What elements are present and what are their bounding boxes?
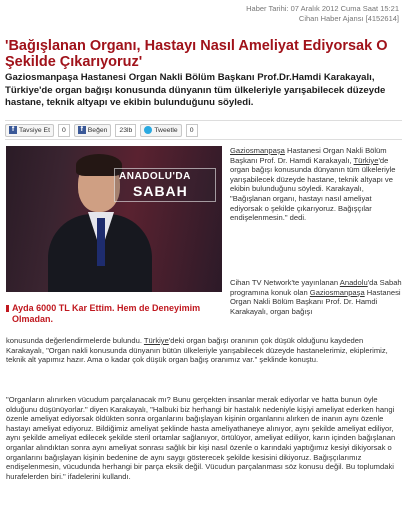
tweet-count: 0 [186,124,198,137]
tv-logo-line2: SABAH [133,183,188,199]
article-photo[interactable] [6,146,222,292]
article-lead [230,278,402,316]
news-source [246,14,399,24]
news-id: [4152614] [365,14,399,23]
tavsiye-count: 0 [58,124,70,137]
tweet-label: Tweetle [154,126,178,134]
p1-text-b: 'deki organ bağışı oranının çok düşük olduğunu kaydeden Karakayalı, "Organ nakli konusunda dünyanın bütün ülkeleriyle yarışabilecek düzeyde hastanelerimiz, ekiplerimiz, teknik alt yapımız hazır. Ama o kadar çok düşük organ bağış oranımız var." şeklinde konuştu. [6,336,388,365]
link-gaziosmanpasa-2[interactable]: Gaziosmanpaşa [309,287,365,297]
news-agency: Cihan Haber Ajansı [298,14,364,23]
lead-text-b: 'da Sabah programına konuk olan [230,278,402,297]
lead-text-c: Hastanesi Organ Nakli Bölüm Başkanı Prof. Dr. Hamdi Karakayalı, organ bağışı [230,287,401,316]
ad-caption-line2: Olmadan. [12,314,54,324]
begen-label: Beğen [87,126,108,134]
twitter-icon [144,126,152,134]
lead-text-a: Cihan TV Network'te yayınlanan [230,278,340,287]
ad-caption-link[interactable] [6,303,218,325]
begen-count: 23lb [115,124,136,137]
news-meta [246,4,399,24]
tv-logo-line1: ANADOLU'DA [119,171,191,182]
link-turkiye-2[interactable]: Türkiye [143,336,169,345]
headline: 'Bağışlanan Organı, Hastayı Nasıl Ameliyat Ediyorsak O Şekilde Çıkarıyoruz' [5,38,388,70]
link-gaziosmanpasa[interactable]: Gaziosmanpaşa [230,146,285,155]
photo-tie [97,218,105,266]
share-bar [5,120,402,140]
link-turkiye[interactable]: Türkiye [353,155,379,165]
tweet-button[interactable] [140,124,181,137]
news-date: Haber Tarihi: 07 Aralık 2012 Cuma Saat 15:21 [246,4,399,13]
p1-text-a: konusunda değerlendirmelerde bulundu. [6,336,144,345]
ad-caption-line1: Ayda 6000 TL Kar Ettim. Hem de Deneyimim [12,303,201,313]
facebook-icon: f [9,126,17,134]
tavsiye-label: Tavsiye Et [19,126,50,134]
summary: Gaziosmanpaşa Hastanesi Organ Nakli Bölüm Başkanı Prof.Dr.Hamdi Karakayalı, Türkiye'de organ bağışı konusunda dünyanın tüm ülkeleriyle yarışabilecek düzeyde hastane, teknik altyapı ve ekibin bulunduğunu söyledi. [5,72,386,108]
link-anadolu[interactable]: Anadolu [339,278,368,287]
tavsiye-button[interactable] [5,124,54,137]
tv-logo [114,168,216,202]
article-paragraph-2: "Organların alınırken vücudum parçalanacak mı? Bunu gerçekten insanlar merak ediyorlar ve hatta bunun öyle olduğunu düşünüyorlar." diyen Karakayalı, "Halbuki biz herhangi bir hastalık nedeniyle kişiyi ameliyat ederken hangi özenle ameliyat ediyorsak öldükten sonra organlarını bağışlayan kişinin organlarını alırken de inanın aynı özenle hastayı ameliyat ediyoruz. Bildiğimiz ameliyat şeklinde hasta ameliyathaneye alınıyor, aynı şekilde ameliyat ediliyor, aynı şekilde ameliyat edilecek şekilde steril ortamlar sağlanıyor, örtülüyor, ameliyat ediliyor, karın içinden bağışlanan organlar alındıktan sonra aynı ameliyat sonrası sağlık bir kişi nasıl özenle o karındaki yaptığımız kesiyi dikiyorsak o organlarını bağışlayan kişinin bedenine de aynı saygı gösterecek şekilde kesisini dikiyoruz. Bağışçılarımız endişelenmesin, vücudunda herhangi bir parça eksik değil. Vücudun parçalanması söz konusu değil. Bu toplumdaki hurafelerden biri." ifadelerini kullandı. [6,395,396,481]
intro-text-b: 'de organ bağışı konusunda dünyanın tüm ülkeleriyle yarışabilecek düzeyde hastane, teknik altyapı ve ekibin bulunduğunu söyledi. Karakayalı, "Bağışlanan organı, hastayı nasıl ameliyat ediyorsak o şekilde çıkarıyoruz. Bağışçılar endişelenmesin." dedi. [230,155,396,223]
article-paragraph-1 [6,336,402,365]
intro-text-a: Hastanesi Organ Nakli Bölüm Başkanı Prof. Dr. Hamdi Karakayalı, [230,146,387,165]
article-intro [230,146,402,223]
begen-button[interactable] [74,124,112,137]
facebook-icon: f [78,126,86,134]
